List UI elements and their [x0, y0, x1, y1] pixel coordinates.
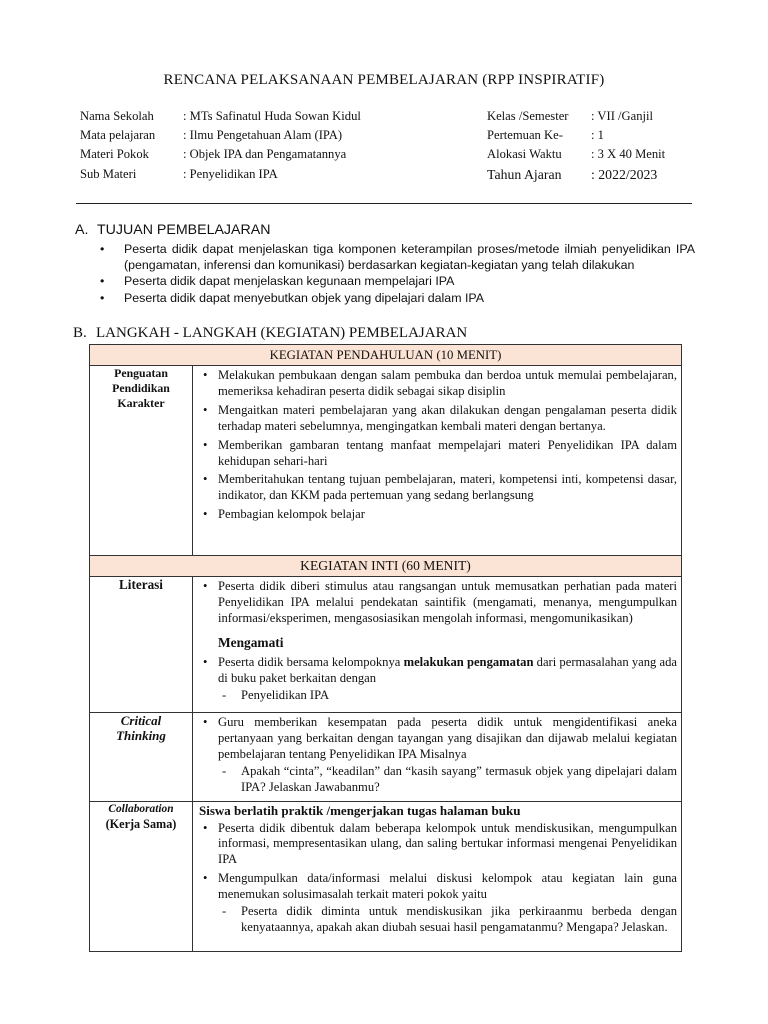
info-label: Pertemuan Ke-: [487, 128, 563, 143]
info-label: Mata pelajaran: [80, 128, 156, 143]
info-label: Sub Materi: [80, 166, 137, 181]
item-text: Peserta didik bersama kelompoknya: [218, 654, 404, 669]
literacy-activity-list: [193, 577, 681, 632]
info-row-subtopic: [80, 165, 361, 184]
table-row: [90, 556, 682, 577]
table-row: [90, 713, 682, 802]
list-item: • Peserta didik dapat menjelaskan tiga komponen keterampilan proses/metode ilmiah penyelidikan IPA (pengamatan, inferensi dan komunikasi) berdasarkan kegiatan-kegiatan yang telah dilakukan: [100, 241, 695, 273]
collaboration-label: Collaboration: [108, 802, 174, 815]
info-value: : 3 X 40 Menit: [591, 147, 666, 162]
opening-activity-cell: [193, 366, 682, 556]
sub-list-item: - Penyelidikan IPA: [218, 688, 677, 704]
info-row-year: [487, 165, 665, 184]
sub-list: [218, 688, 677, 704]
info-row-time: [487, 145, 665, 164]
info-value: : Penyelidikan IPA: [183, 166, 278, 181]
list-item: [193, 715, 677, 796]
info-label: Materi Pokok: [80, 147, 149, 162]
header-divider: [76, 203, 692, 204]
list-item: • Memberikan gambaran tentang manfaat mempelajari materi Penyelidikan IPA dalam kehidupan sehari-hari: [193, 438, 677, 470]
sub-list: [218, 764, 677, 796]
sub-list-item: - Apakah “cinta”, “keadilan” dan “kasih sayang” termasuk objek yang dipelajari dalam IPA? Jelaskan Jawabanmu?: [218, 764, 677, 796]
list-item: [193, 655, 677, 704]
school-info-right: [487, 107, 665, 184]
document-title: RENCANA PELAKSANAAN PEMBELAJARAN (RPP INSPIRATIF): [163, 72, 605, 88]
character-label-cell: [90, 366, 193, 556]
critical-thinking-cell: [193, 713, 682, 802]
info-row-meeting: [487, 126, 665, 145]
info-label: Tahun Ajaran: [487, 166, 562, 182]
opening-activity-list: [193, 366, 681, 528]
item-text: Mengumpulkan data/informasi melalui diskusi kelompok atau kegiatan lain guna menemukan solusimasalah terkait materi pokok yaitu: [218, 871, 677, 902]
section-number: A.: [75, 222, 89, 238]
core-activity-header: KEGIATAN INTI (60 MENIT): [90, 556, 682, 577]
literacy-label-cell: [90, 577, 193, 713]
list-item: • Peserta didik dapat menyebutkan objek yang dipelajari dalam IPA: [100, 290, 695, 306]
observe-subheading: Mengamati: [218, 634, 284, 650]
info-row-class: [487, 107, 665, 126]
table-row: [90, 366, 682, 556]
list-item: • Peserta didik diberi stimulus atau rangsangan untuk memusatkan perhatian pada materi Penyelidikan IPA melalui pendekatan saintifik (mengamati, menanya, mengumpulkan informasi/eksperimen, mengasosiasikan mengolah informasi, mengomunikasikan): [193, 579, 677, 627]
info-value: : MTs Safinatul Huda Sowan Kidul: [183, 109, 361, 123]
thinking-label: Thinking: [116, 728, 166, 743]
list-item: • Mengaitkan materi pembelajaran yang akan dilakukan dengan pengalaman peserta didik terhadap materi sebelumnya, mengingatkan kembali materi dengan bertanya.: [193, 403, 677, 435]
section-title: LANGKAH - LANGKAH (KEGIATAN) PEMBELAJARAN: [96, 325, 468, 341]
literacy-activity-cell: [193, 577, 682, 713]
item-text: dari permasalahan yang ada di buku paket berkaitan dengan: [218, 654, 678, 685]
collaboration-cell: [193, 801, 682, 951]
section-b-heading: [73, 325, 467, 342]
list-item: • Melakukan pembukaan dengan salam pembuka dan berdoa untuk memulai pembelajaran, memeriksa kehadiran peserta didik sebagai sikap disiplin: [193, 368, 677, 400]
info-row-school: [80, 107, 361, 126]
info-row-topic: [80, 145, 361, 164]
list-item: • Pembagian kelompok belajar: [193, 507, 677, 523]
character-label: Penguatan Pendidikan Karakter: [112, 366, 170, 410]
section-number: B.: [73, 325, 87, 341]
collaboration-label-cell: [90, 801, 193, 951]
section-title: TUJUAN PEMBELAJARAN: [97, 222, 271, 238]
list-item: [193, 871, 677, 936]
critical-thinking-label-cell: [90, 713, 193, 802]
info-label: Kelas /Semester: [487, 109, 569, 123]
literacy-label: Literasi: [119, 577, 163, 592]
item-text: Guru memberikan kesempatan pada peserta didik untuk mengidentifikasi aneka pertanyaan yang berkaitan dengan tayangan yang disajikan dan dijawab melalui kegiatan pembelajaran tentang Penyelidikan IPA Misalnya: [218, 715, 677, 761]
info-value: : VII /Ganjil: [591, 109, 654, 123]
observe-activity-list: [193, 653, 681, 709]
activities-table: [89, 344, 682, 952]
info-value: : 2022/2023: [591, 166, 658, 182]
objectives-list: [100, 241, 695, 306]
table-row: [90, 345, 682, 366]
list-item: • Memberitahukan tentang tujuan pembelajaran, materi, kompetensi inti, kompetensi dasar, indikator, dan KKM pada pertemuan yang sedang berlangsung: [193, 472, 677, 504]
list-item: • Peserta didik dapat menjelaskan kegunaan mempelajari IPA: [100, 273, 695, 289]
collaboration-list: [193, 819, 681, 941]
teamwork-label: (Kerja Sama): [105, 816, 177, 831]
opening-activity-header: KEGIATAN PENDAHULUAN (10 MENIT): [90, 345, 682, 366]
list-item: • Peserta didik dibentuk dalam beberapa kelompok untuk mendiskusikan, mengumpulkan informasi, mempresentasikan ulang, dan saling bertukar informasi mengenai Penyelidikan IPA: [193, 821, 677, 869]
info-value: : Ilmu Pengetahuan Alam (IPA): [183, 128, 343, 143]
critical-thinking-list: [193, 713, 681, 801]
table-row: [90, 577, 682, 713]
info-label: Nama Sekolah: [80, 109, 154, 123]
info-value: : 1: [591, 128, 604, 143]
school-info-left: [80, 107, 361, 184]
item-emphasis: melakukan pengamatan: [403, 654, 534, 669]
sub-list: [218, 904, 677, 936]
info-label: Alokasi Waktu: [487, 147, 562, 162]
section-a-heading: [75, 222, 270, 238]
info-value: : Objek IPA dan Pengamatannya: [183, 147, 347, 162]
collaboration-lead: Siswa berlatih praktik /mengerjakan tugas halaman buku: [199, 802, 521, 818]
info-row-subject: [80, 126, 361, 145]
critical-label: Critical: [120, 713, 162, 728]
table-row: [90, 801, 682, 951]
sub-list-item: - Peserta didik diminta untuk mendiskusikan jika perkiraanmu berbeda dengan kenyataannya, apakah akan diubah sesuai hasil pengamatanmu? Mengapa? Jelaskan.: [218, 904, 677, 936]
